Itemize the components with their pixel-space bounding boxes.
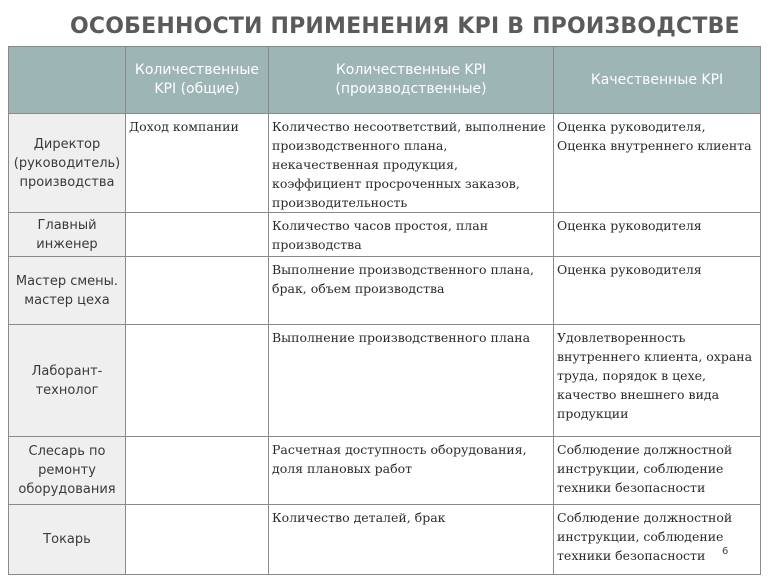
cell-kpi-quality: Соблюдение должностной инструкции, соблюдение техники безопасности bbox=[554, 505, 761, 575]
row-role: Токарь bbox=[9, 505, 126, 575]
cell-kpi-quality: Оценка руководителя, Оценка внутреннего клиента bbox=[554, 114, 761, 213]
cell-kpi-production: Выполнение производственного плана, брак, объем производства bbox=[269, 257, 554, 325]
header-kpi-general: Количественные KPI (общие) bbox=[126, 47, 269, 114]
header-kpi-quality: Качественные KPI bbox=[554, 47, 761, 114]
row-role: Лаборант-технолог bbox=[9, 325, 126, 437]
cell-kpi-quality: Соблюдение должностной инструкции, соблюдение техники безопасности bbox=[554, 437, 761, 505]
table-row bbox=[9, 114, 761, 213]
header-kpi-production: Количественные KPI (производственные) bbox=[269, 47, 554, 114]
table-row bbox=[9, 213, 761, 257]
row-role: Директор (руководитель) производства bbox=[9, 114, 126, 213]
cell-kpi-production: Количество несоответствий, выполнение производственного плана, некачественная продукция, коэффициент просроченных заказов, производительность bbox=[269, 114, 554, 213]
cell-kpi-general bbox=[126, 437, 269, 505]
cell-kpi-general bbox=[126, 257, 269, 325]
header-role bbox=[9, 47, 126, 114]
cell-kpi-general bbox=[126, 505, 269, 575]
table-body bbox=[9, 114, 761, 575]
cell-kpi-general: Доход компании bbox=[126, 114, 269, 213]
cell-kpi-production: Количество деталей, брак bbox=[269, 505, 554, 575]
table-row bbox=[9, 325, 761, 437]
table-row bbox=[9, 437, 761, 505]
row-role: Главный инженер bbox=[9, 213, 126, 257]
page-number: 6 bbox=[722, 546, 729, 557]
cell-kpi-quality: Удовлетворенность внутреннего клиента, охрана труда, порядок в цехе, качество внешнего вида продукции bbox=[554, 325, 761, 437]
table-header bbox=[9, 47, 761, 114]
header-row bbox=[9, 47, 761, 114]
cell-kpi-production: Количество часов простоя, план производства bbox=[269, 213, 554, 257]
row-role: Мастер смены. мастер цеха bbox=[9, 257, 126, 325]
slide-title: ОСОБЕННОСТИ ПРИМЕНЕНИЯ KPI В ПРОИЗВОДСТВЕ bbox=[70, 14, 740, 39]
cell-kpi-general bbox=[126, 213, 269, 257]
cell-kpi-general bbox=[126, 325, 269, 437]
cell-kpi-production: Расчетная доступность оборудования, доля плановых работ bbox=[269, 437, 554, 505]
cell-kpi-quality: Оценка руководителя bbox=[554, 257, 761, 325]
cell-kpi-production: Выполнение производственного плана bbox=[269, 325, 554, 437]
kpi-table bbox=[8, 46, 761, 575]
cell-kpi-quality: Оценка руководителя bbox=[554, 213, 761, 257]
row-role: Слесарь по ремонту оборудования bbox=[9, 437, 126, 505]
table-row bbox=[9, 505, 761, 575]
table-row bbox=[9, 257, 761, 325]
